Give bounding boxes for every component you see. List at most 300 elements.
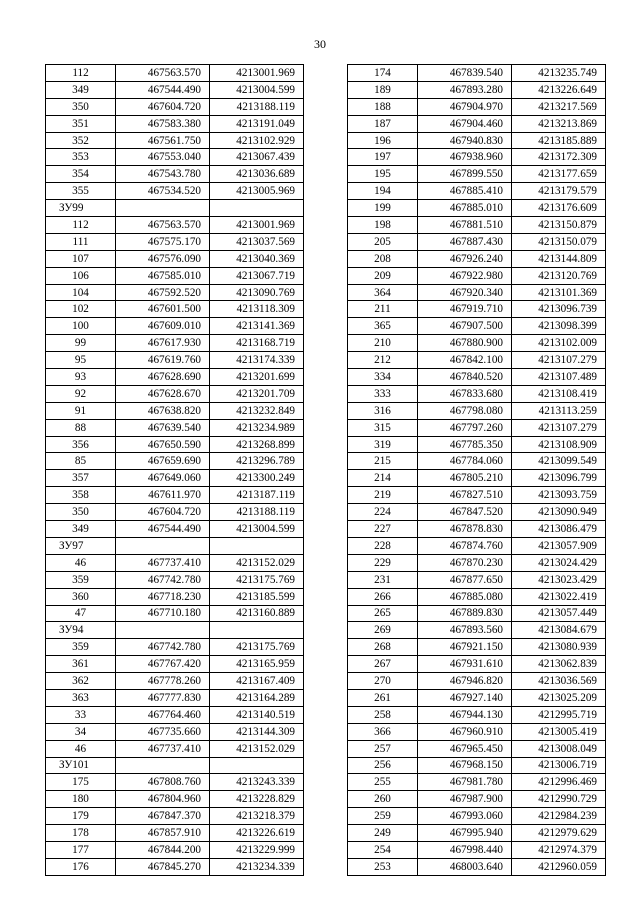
table-row [348,639,606,656]
table-row [46,419,304,436]
x-coordinate-cell: 467927.140 [418,689,512,706]
table-row [46,217,304,234]
x-coordinate-cell: 467842.100 [418,352,512,369]
x-coordinate-cell: 467870.230 [418,554,512,571]
point-number-cell: 179 [46,808,116,825]
point-number-cell: 319 [348,436,418,453]
point-number-cell: 214 [348,470,418,487]
y-coordinate-cell: 4213102.929 [210,132,304,149]
y-coordinate-cell: 4213040.369 [210,250,304,267]
y-coordinate-cell: 4213057.909 [512,537,606,554]
table-row [348,706,606,723]
x-coordinate-cell: 467893.560 [418,622,512,639]
table-row [348,605,606,622]
parcel-label-cell: ЗУ101 [46,757,116,774]
x-coordinate-cell: 467561.750 [116,132,210,149]
y-coordinate-cell: 4213057.449 [512,605,606,622]
point-number-cell: 33 [46,706,116,723]
point-number-cell: 228 [348,537,418,554]
x-coordinate-cell: 467585.010 [116,267,210,284]
table-row [348,65,606,82]
x-coordinate-cell: 467650.590 [116,436,210,453]
point-number-cell: 359 [46,571,116,588]
y-coordinate-cell: 4212974.379 [512,841,606,858]
point-number-cell: 224 [348,504,418,521]
point-number-cell: 111 [46,233,116,250]
point-number-cell: 102 [46,301,116,318]
table-row [348,335,606,352]
table-row [348,200,606,217]
x-coordinate-cell: 467960.910 [418,723,512,740]
point-number-cell: 365 [348,318,418,335]
x-coordinate-cell: 467874.760 [418,537,512,554]
table-row [348,858,606,875]
y-coordinate-cell: 4213102.009 [512,335,606,352]
x-coordinate-cell: 467922.980 [418,267,512,284]
x-coordinate-cell: 467839.540 [418,65,512,82]
table-row [348,588,606,605]
table-row [46,571,304,588]
y-coordinate-cell: 4213118.309 [210,301,304,318]
y-coordinate-cell: 4213005.969 [210,183,304,200]
x-coordinate-cell: 467944.130 [418,706,512,723]
y-coordinate-cell: 4212990.729 [512,791,606,808]
x-coordinate-cell: 467808.760 [116,774,210,791]
y-coordinate-cell: 4213152.029 [210,740,304,757]
table-row [348,622,606,639]
x-coordinate-cell [116,757,210,774]
point-number-cell: 198 [348,217,418,234]
table-row [46,537,304,554]
y-coordinate-cell: 4213228.829 [210,791,304,808]
table-row [46,436,304,453]
y-coordinate-cell: 4213164.289 [210,689,304,706]
x-coordinate-cell: 467785.350 [418,436,512,453]
x-coordinate-cell: 467659.690 [116,453,210,470]
point-number-cell: 266 [348,588,418,605]
point-number-cell: 174 [348,65,418,82]
y-coordinate-cell: 4213243.339 [210,774,304,791]
point-number-cell: 231 [348,571,418,588]
point-number-cell: 47 [46,605,116,622]
point-number-cell: 255 [348,774,418,791]
point-number-cell: 177 [46,841,116,858]
point-number-cell: 349 [46,521,116,538]
point-number-cell: 352 [46,132,116,149]
x-coordinate-cell: 467827.510 [418,487,512,504]
table-row [46,385,304,402]
table-row [348,841,606,858]
point-number-cell: 208 [348,250,418,267]
table-row [348,217,606,234]
x-coordinate-cell: 467617.930 [116,335,210,352]
left-table-body [46,65,304,876]
table-row [46,402,304,419]
table-row [348,132,606,149]
x-coordinate-cell: 467880.900 [418,335,512,352]
table-row [46,81,304,98]
table-row [348,149,606,166]
point-number-cell: 85 [46,453,116,470]
point-number-cell: 334 [348,369,418,386]
point-number-cell: 253 [348,858,418,875]
coordinates-table-left [45,64,304,876]
y-coordinate-cell: 4213107.279 [512,419,606,436]
y-coordinate-cell: 4213037.569 [210,233,304,250]
x-coordinate-cell: 467878.830 [418,521,512,538]
y-coordinate-cell: 4213113.259 [512,402,606,419]
y-coordinate-cell: 4213187.119 [210,487,304,504]
point-number-cell: 194 [348,183,418,200]
y-coordinate-cell: 4213229.999 [210,841,304,858]
table-row [46,723,304,740]
y-coordinate-cell: 4213080.939 [512,639,606,656]
y-coordinate-cell: 4213201.709 [210,385,304,402]
x-coordinate-cell: 467619.760 [116,352,210,369]
x-coordinate-cell: 467583.380 [116,115,210,132]
x-coordinate-cell: 467857.910 [116,825,210,842]
point-number-cell: 259 [348,808,418,825]
table-row [46,487,304,504]
table-row [46,65,304,82]
table-row [348,757,606,774]
x-coordinate-cell: 467931.610 [418,656,512,673]
table-row [348,470,606,487]
coordinates-table-right [347,64,606,876]
point-number-cell: 178 [46,825,116,842]
table-row [46,166,304,183]
point-number-cell: 175 [46,774,116,791]
point-number-cell: 112 [46,65,116,82]
x-coordinate-cell: 467543.780 [116,166,210,183]
x-coordinate-cell: 467534.520 [116,183,210,200]
table-row [348,656,606,673]
x-coordinate-cell [116,200,210,217]
y-coordinate-cell: 4212984.239 [512,808,606,825]
point-number-cell: 219 [348,487,418,504]
point-number-cell: 189 [348,81,418,98]
table-row [46,521,304,538]
table-row [348,402,606,419]
table-row [46,774,304,791]
point-number-cell: 106 [46,267,116,284]
y-coordinate-cell: 4213006.719 [512,757,606,774]
point-number-cell: 249 [348,825,418,842]
y-coordinate-cell: 4213179.579 [512,183,606,200]
point-number-cell: 187 [348,115,418,132]
y-coordinate-cell: 4213174.339 [210,352,304,369]
y-coordinate-cell [210,622,304,639]
y-coordinate-cell: 4212979.629 [512,825,606,842]
x-coordinate-cell: 467899.550 [418,166,512,183]
x-coordinate-cell: 467553.040 [116,149,210,166]
table-row [348,808,606,825]
table-row [46,673,304,690]
table-row [46,200,304,217]
point-number-cell: 361 [46,656,116,673]
table-row [348,554,606,571]
y-coordinate-cell: 4213213.869 [512,115,606,132]
table-row [348,689,606,706]
x-coordinate-cell: 467885.010 [418,200,512,217]
y-coordinate-cell: 4213107.279 [512,352,606,369]
table-row [348,250,606,267]
table-row [348,115,606,132]
x-coordinate-cell: 467737.410 [116,740,210,757]
parcel-label-cell: ЗУ99 [46,200,116,217]
table-row [348,723,606,740]
y-coordinate-cell: 4213176.609 [512,200,606,217]
table-row [348,318,606,335]
point-number-cell: 104 [46,284,116,301]
x-coordinate-cell: 467628.670 [116,385,210,402]
table-row [46,841,304,858]
y-coordinate-cell: 4213185.599 [210,588,304,605]
table-row [348,98,606,115]
table-row [348,419,606,436]
x-coordinate-cell: 467804.960 [116,791,210,808]
point-number-cell: 269 [348,622,418,639]
table-row [348,267,606,284]
y-coordinate-cell: 4213234.989 [210,419,304,436]
table-row [348,453,606,470]
table-row [46,605,304,622]
x-coordinate-cell: 467764.460 [116,706,210,723]
y-coordinate-cell: 4213165.959 [210,656,304,673]
table-row [46,98,304,115]
y-coordinate-cell: 4213108.419 [512,385,606,402]
point-number-cell: 270 [348,673,418,690]
x-coordinate-cell: 467777.830 [116,689,210,706]
y-coordinate-cell: 4212995.719 [512,706,606,723]
x-coordinate-cell: 467940.830 [418,132,512,149]
x-coordinate-cell: 468003.640 [418,858,512,875]
y-coordinate-cell: 4213232.849 [210,402,304,419]
point-number-cell: 210 [348,335,418,352]
point-number-cell: 258 [348,706,418,723]
y-coordinate-cell: 4213235.749 [512,65,606,82]
y-coordinate-cell: 4213036.569 [512,673,606,690]
point-number-cell: 267 [348,656,418,673]
x-coordinate-cell: 467742.780 [116,571,210,588]
x-coordinate-cell: 467767.420 [116,656,210,673]
point-number-cell: 257 [348,740,418,757]
y-coordinate-cell: 4213296.789 [210,453,304,470]
table-row [46,808,304,825]
point-number-cell: 93 [46,369,116,386]
y-coordinate-cell [210,200,304,217]
point-number-cell: 112 [46,217,116,234]
table-row [46,453,304,470]
x-coordinate-cell: 467887.430 [418,233,512,250]
table-row [348,436,606,453]
y-coordinate-cell: 4213226.619 [210,825,304,842]
x-coordinate-cell: 467938.960 [418,149,512,166]
x-coordinate-cell: 467604.720 [116,504,210,521]
table-row [348,571,606,588]
x-coordinate-cell: 467742.780 [116,639,210,656]
point-number-cell: 363 [46,689,116,706]
point-number-cell: 260 [348,791,418,808]
table-row [46,858,304,875]
point-number-cell: 316 [348,402,418,419]
y-coordinate-cell: 4213004.599 [210,521,304,538]
y-coordinate-cell: 4213144.809 [512,250,606,267]
table-row [348,537,606,554]
point-number-cell: 359 [46,639,116,656]
y-coordinate-cell: 4212996.469 [512,774,606,791]
x-coordinate-cell: 467968.150 [418,757,512,774]
y-coordinate-cell: 4213024.429 [512,554,606,571]
y-coordinate-cell: 4213172.309 [512,149,606,166]
point-number-cell: 358 [46,487,116,504]
table-row [46,689,304,706]
x-coordinate-cell [116,622,210,639]
point-number-cell: 350 [46,98,116,115]
y-coordinate-cell: 4213001.969 [210,217,304,234]
y-coordinate-cell: 4213096.739 [512,301,606,318]
point-number-cell: 92 [46,385,116,402]
x-coordinate-cell: 467995.940 [418,825,512,842]
y-coordinate-cell: 4213201.699 [210,369,304,386]
point-number-cell: 99 [46,335,116,352]
table-row [46,825,304,842]
y-coordinate-cell: 4213084.679 [512,622,606,639]
table-row [348,825,606,842]
x-coordinate-cell: 467833.680 [418,385,512,402]
y-coordinate-cell: 4213185.889 [512,132,606,149]
x-coordinate-cell: 467604.720 [116,98,210,115]
point-number-cell: 261 [348,689,418,706]
y-coordinate-cell: 4213108.909 [512,436,606,453]
y-coordinate-cell: 4213025.209 [512,689,606,706]
right-table-body [348,65,606,876]
x-coordinate-cell: 467987.900 [418,791,512,808]
table-row [348,504,606,521]
point-number-cell: 351 [46,115,116,132]
y-coordinate-cell: 4213268.899 [210,436,304,453]
y-coordinate-cell: 4213120.769 [512,267,606,284]
x-coordinate-cell: 467893.280 [418,81,512,98]
y-coordinate-cell: 4213067.439 [210,149,304,166]
table-row [348,183,606,200]
table-row [348,385,606,402]
x-coordinate-cell: 467798.080 [418,402,512,419]
table-row [348,233,606,250]
y-coordinate-cell: 4213150.879 [512,217,606,234]
table-row [348,352,606,369]
point-number-cell: 356 [46,436,116,453]
x-coordinate-cell: 467718.230 [116,588,210,605]
x-coordinate-cell: 467737.410 [116,554,210,571]
table-row [46,335,304,352]
x-coordinate-cell: 467904.460 [418,115,512,132]
x-coordinate-cell: 467907.500 [418,318,512,335]
y-coordinate-cell: 4213090.949 [512,504,606,521]
table-row [46,115,304,132]
parcel-label-cell: ЗУ97 [46,537,116,554]
x-coordinate-cell: 467981.780 [418,774,512,791]
point-number-cell: 364 [348,284,418,301]
point-number-cell: 350 [46,504,116,521]
point-number-cell: 315 [348,419,418,436]
point-number-cell: 360 [46,588,116,605]
point-number-cell: 366 [348,723,418,740]
table-row [46,639,304,656]
point-number-cell: 357 [46,470,116,487]
table-row [348,673,606,690]
point-number-cell: 254 [348,841,418,858]
x-coordinate-cell: 467946.820 [418,673,512,690]
point-number-cell: 188 [348,98,418,115]
table-row [348,284,606,301]
point-number-cell: 265 [348,605,418,622]
point-number-cell: 268 [348,639,418,656]
point-number-cell: 196 [348,132,418,149]
point-number-cell: 212 [348,352,418,369]
x-coordinate-cell: 467889.830 [418,605,512,622]
x-coordinate-cell: 467639.540 [116,419,210,436]
y-coordinate-cell: 4213234.339 [210,858,304,875]
y-coordinate-cell: 4213062.839 [512,656,606,673]
y-coordinate-cell: 4213023.429 [512,571,606,588]
y-coordinate-cell: 4213022.419 [512,588,606,605]
x-coordinate-cell: 467576.090 [116,250,210,267]
y-coordinate-cell: 4213001.969 [210,65,304,82]
y-coordinate-cell: 4213144.309 [210,723,304,740]
x-coordinate-cell: 467649.060 [116,470,210,487]
y-coordinate-cell: 4213008.049 [512,740,606,757]
point-number-cell: 180 [46,791,116,808]
y-coordinate-cell: 4213188.119 [210,98,304,115]
y-coordinate-cell: 4213300.249 [210,470,304,487]
x-coordinate-cell: 467628.690 [116,369,210,386]
y-coordinate-cell: 4213141.369 [210,318,304,335]
y-coordinate-cell: 4213090.769 [210,284,304,301]
y-coordinate-cell: 4213101.369 [512,284,606,301]
point-number-cell: 205 [348,233,418,250]
x-coordinate-cell: 467921.150 [418,639,512,656]
point-number-cell: 211 [348,301,418,318]
table-row [46,369,304,386]
table-row [46,757,304,774]
table-row [46,284,304,301]
y-coordinate-cell: 4213005.419 [512,723,606,740]
table-row [348,81,606,98]
x-coordinate-cell: 467993.060 [418,808,512,825]
y-coordinate-cell: 4213093.759 [512,487,606,504]
x-coordinate-cell: 467920.340 [418,284,512,301]
point-number-cell: 95 [46,352,116,369]
point-number-cell: 256 [348,757,418,774]
y-coordinate-cell: 4213226.649 [512,81,606,98]
y-coordinate-cell: 4213099.549 [512,453,606,470]
point-number-cell: 227 [348,521,418,538]
table-row [46,250,304,267]
table-row [46,183,304,200]
y-coordinate-cell: 4213152.029 [210,554,304,571]
table-row [348,740,606,757]
y-coordinate-cell: 4213140.519 [210,706,304,723]
point-number-cell: 229 [348,554,418,571]
table-row [46,740,304,757]
point-number-cell: 354 [46,166,116,183]
point-number-cell: 362 [46,673,116,690]
point-number-cell: 333 [348,385,418,402]
table-row [348,791,606,808]
point-number-cell: 176 [46,858,116,875]
x-coordinate-cell: 467638.820 [116,402,210,419]
